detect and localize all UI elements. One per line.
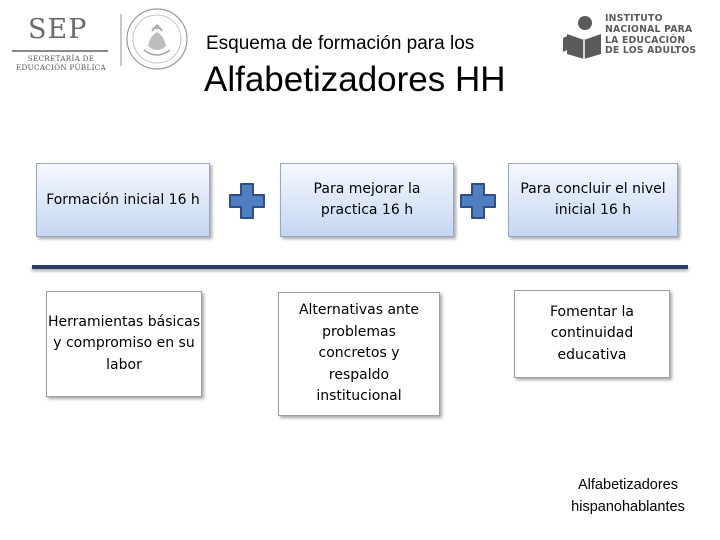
- stage-box-initial: [36, 163, 210, 237]
- sep-logo: [6, 14, 114, 72]
- stage-label: Para mejorar la practica 16 h: [313, 181, 421, 218]
- sep-line-2: EDUCACIÓN PÚBLICA: [15, 63, 106, 72]
- goal-label: Alternativas ante problemas concretos y respaldo institucional: [298, 302, 420, 405]
- stage-label: Formación inicial 16 h: [46, 191, 200, 208]
- stage-box-improve: [280, 163, 454, 237]
- inea-wordmark: [605, 14, 696, 57]
- inea-line-3: LA EDUCACIÓN: [605, 34, 686, 46]
- national-seal-icon: [124, 6, 190, 72]
- stage-label: Para concluir el nivel inicial 16 h: [520, 181, 666, 218]
- inea-logo: [561, 12, 711, 62]
- stage-box-conclude: [508, 163, 678, 237]
- sep-line-1: SECRETARÍA DE: [27, 54, 95, 63]
- sep-mark: SEP: [28, 14, 88, 45]
- plus-icon: [229, 183, 265, 219]
- page-title: Alfabetizadores HH: [204, 60, 506, 99]
- sep-rule: [12, 50, 108, 52]
- goal-box-continuity: [514, 290, 670, 378]
- inea-line-4: DE LOS ADULTOS: [605, 45, 697, 57]
- plus-icon: [460, 183, 496, 219]
- goal-box-tools: [46, 291, 202, 397]
- inea-line-2: NACIONAL PARA: [605, 23, 693, 35]
- logo-divider: [120, 14, 122, 66]
- goal-label: Fomentar la continuidad educativa: [550, 303, 634, 363]
- goal-box-alternatives: [278, 292, 440, 416]
- goal-label: Herramientas básicas y compromiso en su labor: [47, 313, 201, 373]
- reading-figure-icon: [561, 14, 607, 60]
- section-divider: [32, 265, 688, 269]
- inea-line-1: INSTITUTO: [605, 13, 663, 24]
- page-subtitle: Esquema de formación para los: [206, 33, 475, 54]
- audience-note: Alfabetizadores hispanohablantes: [571, 477, 685, 515]
